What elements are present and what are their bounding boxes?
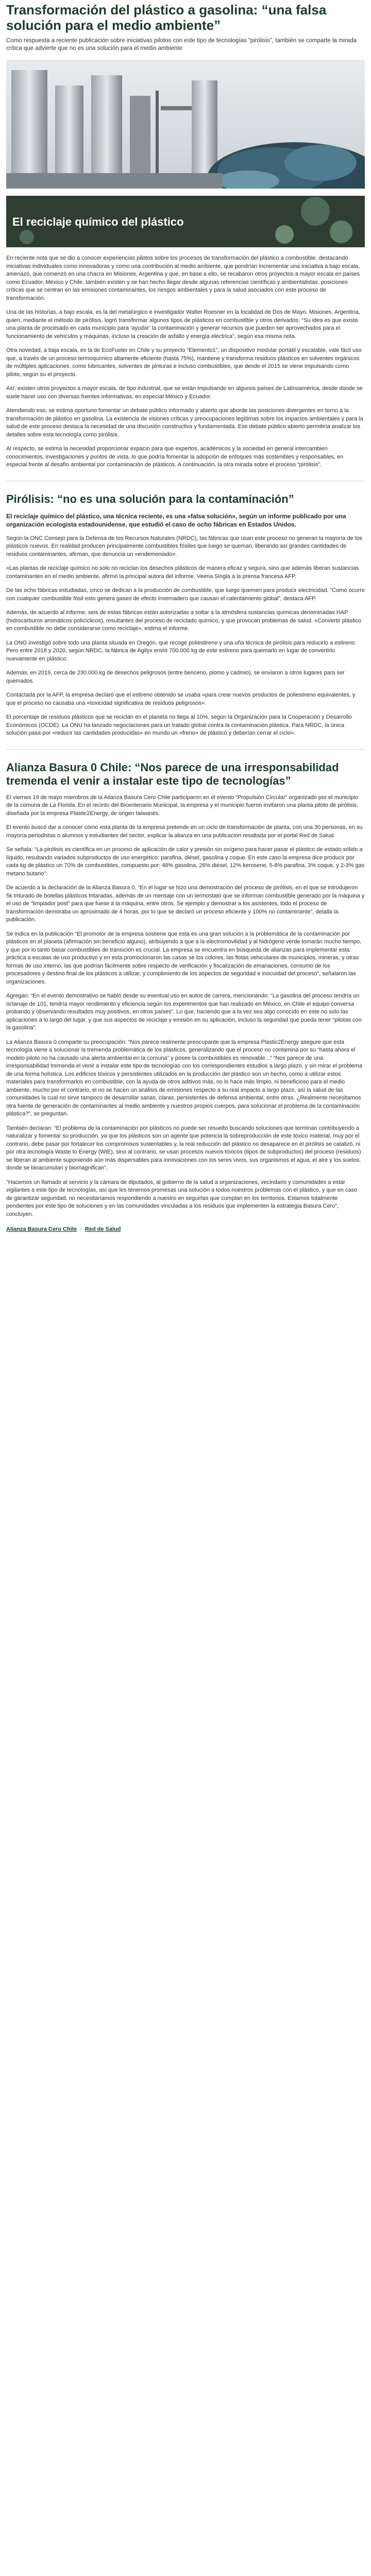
links-row: Alianza Basura Cero Chile · Red de Salud — [6, 1226, 121, 1232]
paragraph: Al respecto, se estima la necesidad proporcionar espacio para que expertos, académicos y la sociedad en general intercambien conocimientos, investigaciones y puntos de vista, lo que podría fomentar la adopción de enfoques más sostenibles y responsables, en especial frente al desafío ambiental por contaminación de plásticos. A continuación, la otra mirada sobre el proceso “pirólisis”. — [6, 446, 344, 468]
page-title: Transformación del plástico a gasolina: “una falsa solución para el medio ambiente” — [6, 2, 327, 33]
paragraph: Una de las historias, a bajo escala, es la del metalúrgico e investigador Walter Roesner en la localidad de Dos de Mayo, Misiones, Argentina, quien, mediante el método de pirólisis, logró transformar algunos tipos de plásticos en combustible y otros derivados. “Su idea es que exista una planta de procesado en cada municipio para ‘ayudar’ la contaminación y generar recursos que pueden ser aprovechados para el funcionamiento de vehículos y máquinas, incluso la creación de asfalto y energía eléctrica”, según esa misma nota. — [6, 309, 360, 340]
banner-title: El reciclaje químico del plástico — [12, 215, 184, 228]
paragraph: Atendiendo eso, se estima oportuno fomentar un debate público informado y abierto que aborde las posiciones divergentes en torno a la transformación de plástico en gasolina. La existencia de visiones críticas y preocupaciones legítimas sobre los impactos ambientales y para la salud de este proceso destaca la necesidad de una discusión constructiva y fundamentada. Ese debate público abierto permitiría analizar los detalles sobre esta tecnología como pirólisis. — [6, 408, 363, 438]
section-heading: Pirólisis: “no es una solución para la contaminación” — [6, 492, 294, 505]
paragraph: Agregan: “En el evento demostrativo se habló desde su eventual uso en autos de carrera, mencionando: “La gasolina del proceso tendría un octanaje de 101, tendría mayor rendimiento y eficiencia según los experimentos que han realizado en México, en Chile el equipo conversa probando y observando resultados muy positivos, en otros países”. Lo que, haciendo que a la vez sea algo conocido en este no solo las aplicaciones a lo largo del lugar, y que sus aspectos de reciclaje y emisión en su aplicación, incluso la seguridad que pueda tener “pilotas con la gasolina”. — [6, 993, 362, 1031]
section-alianza — [6, 794, 365, 1219]
section-heading: Alianza Basura 0 Chile: “Nos parece de una irresponsabilidad tremenda el venir a instalar este tipo de tecnologías” — [6, 760, 339, 787]
alianza-link[interactable]: Alianza Basura Cero Chile — [6, 1226, 77, 1232]
section-intro: El reciclaje químico del plástico, una técnica reciente, es una «falsa solución», según un informe publicado por una organización ecologista estadounidense, que estudió el caso de ocho fábricas en Estados Unidos. — [6, 512, 346, 528]
paragraph: El porcentaje de residuos plásticos que se reciclan en el planeta no llega al 10%, según la Organización para la Cooperación y Desarrollo Económicos (OCDE). La ONU ha lanzado negociaciones para un tratado global contra la contaminación plástica. Para NRDC, la única solución pasa por «reducir las cantidades producidas» en mundo un «freno» de plástico y deberían cerrar el ciclo». — [6, 714, 352, 736]
paragraph: El viernes 19 de mayo miembros de la Alianza Basura Cero Chile participaron en el evento “Propulsión Circular” organizado por el municipio de la comuna de La Florida. En el recinto del Bicentenario Municipal, la empresa y el municipio fueron invitaron una planta piloto de pirólisis, diseñada por la empresa Plastic2Energy, de origen taiwanés. — [6, 794, 358, 817]
paragraph: Se señala: “La pirólisis es científica en un proceso de aplicación de calor y presión sin oxígeno para hacer pasar el plástico de estado sólido a líquido, resultando variados subproductos de uso energético: parafina, diésel, gasolina y coque. En este caso la empresa dice producir por cada kg de plástico un 70% de combustibles, compuesto por: 48% gasolina, 26% diésel, 12% kerosene, 5-8% parafina, 3% coque, y 2-3% gas metano butano”. — [6, 846, 365, 877]
article-lead: Como respuesta a reciente publicación sobre iniciativas pilotos con este tipo de tecnologías “pirólisis”, también se comparte la mirada crítica que advierte que no es una solución para el medio ambiente — [6, 38, 357, 52]
divider — [6, 749, 365, 750]
intro-section — [6, 255, 365, 469]
paragraph: El evento buscó dar a conocer cómo esta planta de la empresa pretende en un ciclo de transformación de planta, con una 30 personas, en su mayoría periodistas o alumnos y estudiantes del sector, explicar la alianza en una publicación resaltada por el portal Red de Salud. — [6, 824, 363, 839]
paragraph: Se indica en la publicación “El promotor de la empresa sostiene que esta es una gran solución a la problemática de la contaminación por plásticos en el planeta (afirmación sin beneficio alguno), atribuyendo a que a la electromovilidad y al hidrógeno verde tomarán mucho tiempo, y que por lo tanto basar combustibles de transición es crucial. La empresa se encuentra en búsqueda de alianzas para implementar esta práctica a escalas de uso productivo y en esta promocionaron las casas se los colores, las flotas vehiculares de municipios, mineras, y otras formas de uso interno; las que podrían fácilmente sobre respecto de verificación y fiscalización de emanaciones, consumo de los procesadores y destino final de los plásticos a utilizar, y cumplimiento de los aspectos de seguridad e inocuidad del proceso”, señalaron las organizaciones. — [6, 930, 362, 985]
paragraph: De las ocho fábricas estudiadas, cinco se dedican a la producción de combustible, que luego quemen para producir electricidad. “Como ocurre con cualquier combustible fósil esto genera gases de efecto invernadero que causan el calentamiento global”, destaca AFP. — [6, 587, 365, 602]
paragraph: La ONG investigó sobre todo una planta situada en Oregón, que recoge poliestireno y una uña técnica de pirólisis para reducirlo a estireno. Pero entre 2018 y 2020, según NRDC, la fábrica de Agilyx envió 700.000 kg de este estireno para quemarlo en lugar de convertirlo nuevamente en plástico. — [6, 639, 357, 662]
paragraph: «Las plantas de reciclaje químico no solo no reciclan los desechos plásticos de manera eficaz y segura, sino que además liberan sustancias contaminantes en el medio ambiente, afirmó la principal autora del informe, Veena Singla a la prensa francesa AFP. — [6, 565, 359, 580]
paragraph: Así, existen otros proyectos a mayor escala, de tipo industrial, que se están impulsando en algunos países de Latinoamérica, desde donde se suele hacer uso con diversas fuentes informativas, en especial México y Ecuador. — [6, 385, 363, 400]
section-pirolisis — [6, 535, 365, 738]
paragraph: Además, en 2019, cerca de 230.000 kg de desechos peligrosos (entre benceno, plomo y cadmio), se enviaron a otros lugares para ser quemados. — [6, 670, 345, 684]
article — [0, 2, 371, 1234]
paragraph: “Hacemos un llamado al servicio y la cámara de diputados, al gobierno de la salud a organizaciones, vecindario y comunidades a estar vigilantes a este tipo de tecnologías, así que les tenemos promesas una solución a todos nuestros problemas con el plástico, y que en caso de garantizar seguridad, no necesitaríamos respondiendo a nuestro en seguirlas que cumplan en los territorios. Estamos totalmente pendientes por este tipo de soluciones y en las comunidades vinculadas a los residuos que implementen la estrategia Basura Cero”, concluyen. — [6, 1179, 358, 1217]
hero-image — [6, 60, 365, 189]
paragraph: La Alianza Basura 0 comparte su preocupación: “Nos parece realmente preocupante que la empresa Plastic2Energy asegure que esta tecnología viene a solucionar la tremenda problemática de los plásticos, generalizando que el proceso no contamina por su “hasta ahora el modelo piloto no ha causado una alerta ambiental en la comuna” y posee la combustibles es renovable...” “Nos parece de una irresponsabilidad tremenda el venir a instalar este tipo de tecnologías con los correspondientes estudios a largo plazo, y sin mirar el problema de una forma holística. Los edificios tóxicos y persistentes utilizados en la producción del plástico son un hecho, como a utilizar estos materiales para transformarlos en combustible, con la ayuda de otros aditivos más, no lo hace más limpio, ni beneficioso para el medio ambiente, mucho por el contrario, el no se hacen un análisis de emisiones respecto a su real impacto a largo plazo, así la salud de las comunidades la cual no sirve tampoco de desarrollar sanas, claras, persistentes de defensa ambiental, entre otras. ¿Realmente necesitamos otra fuente de generación de contaminantes al medio ambiente y nuestros propios cuerpos, para solucionar el problema de la contaminación plástica?”, se preguntan. — [6, 1039, 362, 1117]
paragraph: Contactada por la AFP, la empresa declaró que el estireno obtenido se usaba «para crear nuevos productos de poliestireno equivalentes, y que el proceso no causaba una «toxicidad significativa de residuos peligrosos». — [6, 692, 356, 706]
paragraph: Según la ONC Consejo para la Defensa de los Recursos Naturales (NRDC), las fábricas que usan este proceso no generan la mayoría de los plásticos nuevos. En realidad producen principalmente combustibles fósiles que luego se queman, liberando así grandes cantidades de residuos contaminantes, afirman, que denuncia un «endemoniado». — [6, 535, 362, 557]
paragraph: Además, de acuerdo al informe, seis de estas fábricas están autorizadas a soltar a la atmósfera sustancias químicas denominadas HAP (hidrocarburos aromáticos policíclicos), resultantes del proceso de reciclado químico, y que provocan problemas de salud. «Convertir plástico en combustible no debe considerarse como reciclaje», estima el informe. — [6, 609, 362, 632]
paragraph: De acuerdo a la declaración de la Alianza Basura 0, “En el lugar se hizo una demostración del proceso de pirólisis, en el que se introdujeron 5k triturado de botellas plásticos tritaradas, además de un mensaje con un termostato que se informan combustible generado por la máquina y el uso de “limpiador post” para que fuese a la máquina, entre otros. Se ejemplo y demostrar a los asistentes, todo el proceso de transformación demoraba un aproximado de 4 horas, por lo que se declaró un proceso eficiente y 100% no contaminante”, detalla la publicación. — [6, 885, 365, 923]
paragraph: En reciente nota que se dio a conocer experiencias pilotos sobre los procesos de transformación del plástico a combustible, destacando iniciativas individuales como innovadoras y como una contribución al medio ambiente, que pondrían incrementar una iniciativa a bajo escala, amenazó, que comenzó en una chacra en Misiones, Argentina y que, en base a ello, se recabaron otros proyectos a mayor escala en países como Ecuador, México y Chile, también existen y se han hecho llegar desde algunas referencias científicas y ambientalistas, posiciones críticas que se centran en las emisiones contaminantes, los riesgos ambientales y para la salud asociados con este proceso de transformación. — [6, 255, 360, 301]
paragraph: Otra novedad, a baja escala, es la de EcoFueler en Chile y su proyecto “Elemento1”, un dispositivo modular portátil y escalable, vale fácil uso que, a través de un proceso termoquímico altamente eficiente (hasta 75%), mantiene y transforma residuos plásticos en solventes orgánicos de múltiples aplicaciones, como lubricantes, solventes de pinturas e incluso combustibles, que desde el 2015 se viene impulsando como piloto, según su el proyecto. — [6, 347, 362, 378]
paragraph: También declaran: “El problema de la contaminación por plásticos no puede ser resuelto buscando soluciones que terminan contribuyendo a naturalizar y fomentar su producción, ya que los plásticos son un agente que potencia la sobreproducción de este tóxico material, muy por el contrario, debe pasar por fortalecer los compromisos sustentables y, la real reducción del plástico no desaparece en el pirólisis se catalizó, ni por otra tecnología Waste to Energy (WtE), sino al contrario, se usan procesos nuevos tóxicos (tipos de subproductos) del proceso (residuos) se liberan al ambiente suponiendo aún más dispersables para innovaciones con los seres vivos, sus organismos el agua, el aire y los suelos, donde se bioacumulan y biomagnifican”. — [6, 1125, 361, 1171]
section-banner — [6, 196, 365, 247]
portal-link[interactable]: Red de Salud — [85, 1226, 121, 1232]
